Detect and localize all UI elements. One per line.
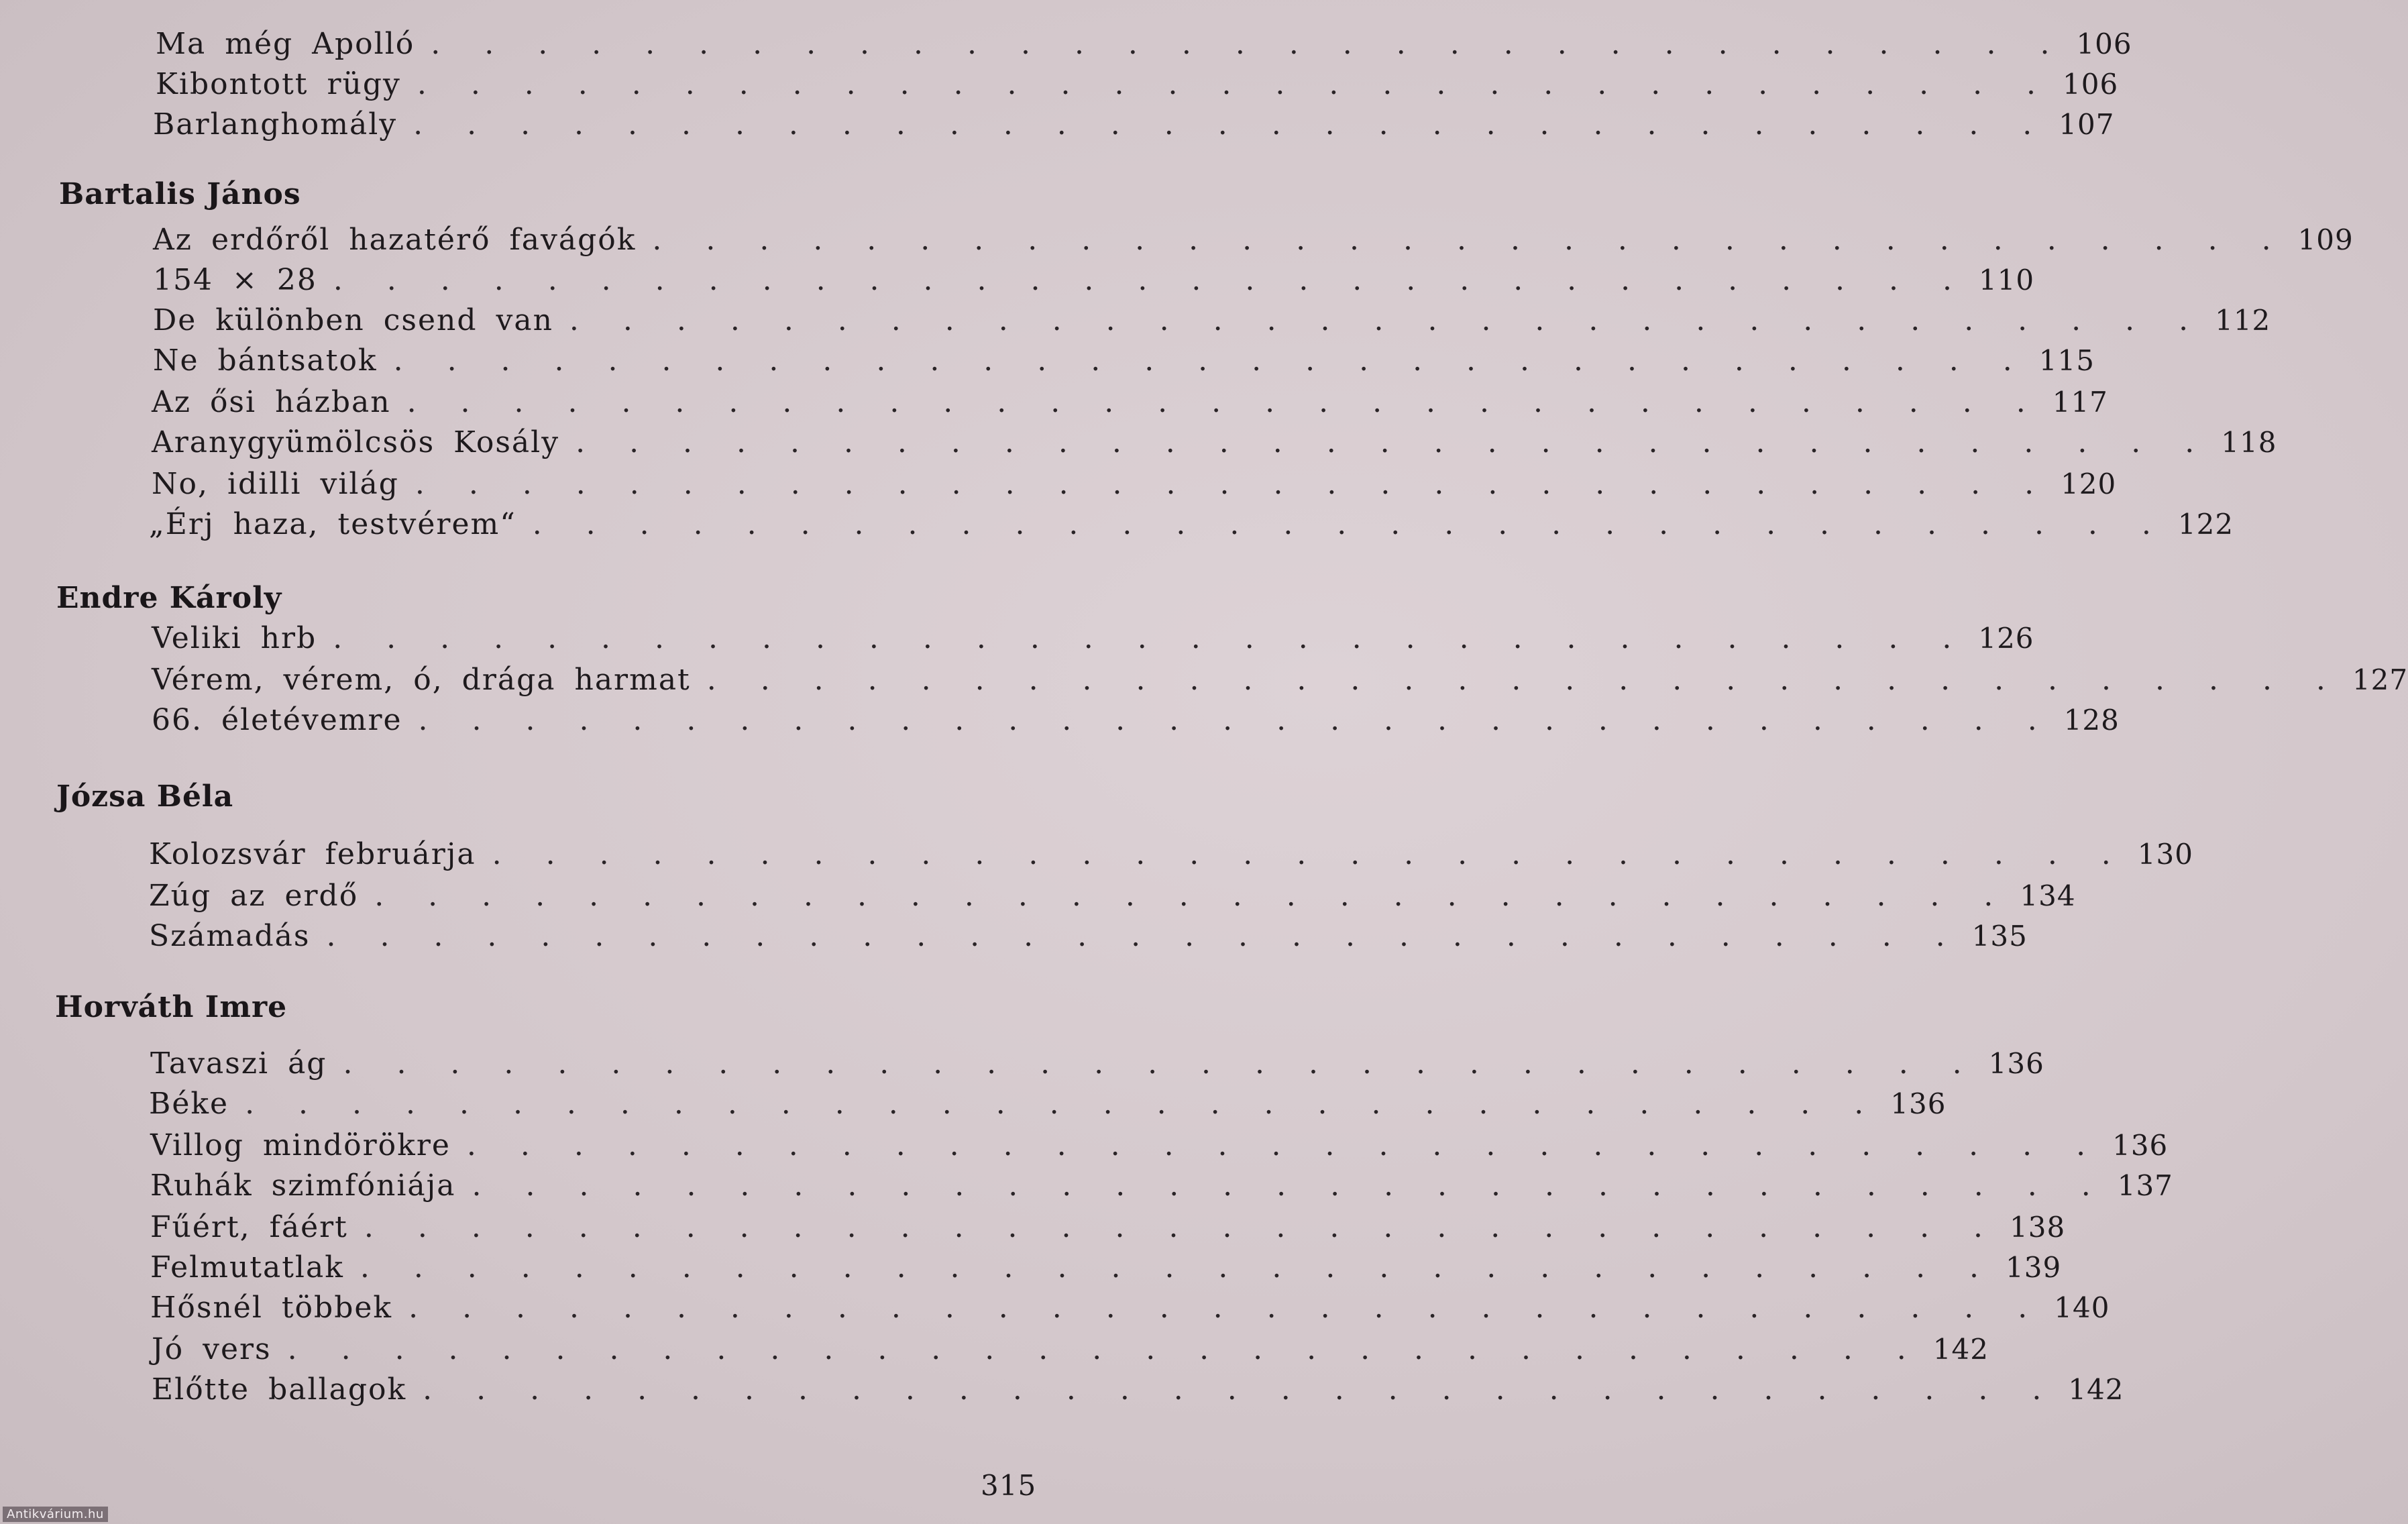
toc-entry[interactable]: [152, 1372, 2124, 1410]
entry-title: Jó vers: [152, 1332, 272, 1366]
entry-title: Felmutatlak: [150, 1250, 344, 1285]
entry-title: Zúg az erdő: [149, 879, 359, 913]
entry-title: Kibontott rügy: [156, 67, 401, 101]
entry-page-number: 142: [2068, 1373, 2124, 1406]
entry-page-number: 130: [2137, 838, 2193, 871]
entry-page-number: 106: [2063, 68, 2119, 101]
author-heading: Horváth Imre: [55, 990, 288, 1024]
toc-entry[interactable]: [153, 263, 2035, 301]
dot-leader: . . . . . . . . . . . . . . . . . . . . . . . . . . . . . . .: [245, 1087, 1881, 1121]
toc-entry[interactable]: [152, 621, 2034, 659]
entry-title: Hősnél többek: [150, 1291, 393, 1325]
toc-entry[interactable]: [153, 303, 2271, 341]
entry-page-number: 136: [1988, 1047, 2044, 1080]
dot-leader: . . . . . . . . . . . . . . . . . . . . . . . . . . . . . . .: [343, 1046, 1979, 1081]
toc-entry[interactable]: [152, 467, 2117, 504]
entry-title: No, idilli világ: [152, 467, 399, 501]
dot-leader: . . . . . . . . . . . . . . . . . . . . . . . . . . . . . . .: [492, 837, 2128, 871]
dot-leader: . . . . . . . . . . . . . . . . . . . . . . . . . . . . . . .: [569, 303, 2206, 337]
toc-entry[interactable]: [150, 1128, 2169, 1166]
entry-page-number: 117: [2052, 386, 2108, 419]
toc-entry[interactable]: [153, 107, 2115, 145]
dot-leader: . . . . . . . . . . . . . . . . . . . . . . . . . . . . . . .: [532, 507, 2169, 541]
dot-leader: . . . . . . . . . . . . . . . . . . . . . . . . . . . . . . .: [393, 343, 2030, 378]
author-heading: Józsa Béla: [56, 779, 234, 814]
entry-title: 154 × 28: [153, 263, 317, 297]
entry-title: De különben csend van: [153, 303, 553, 337]
entry-title: Béke: [149, 1087, 229, 1121]
entry-page-number: 139: [2006, 1251, 2062, 1284]
toc-entry[interactable]: [153, 343, 2095, 381]
toc-entry[interactable]: [152, 703, 2120, 741]
toc-entry[interactable]: [149, 879, 2076, 916]
dot-leader: . . . . . . . . . . . . . . . . . . . . . . . . . . . . . . .: [333, 263, 1969, 297]
entry-page-number: 142: [1932, 1333, 1989, 1366]
entry-page-number: 136: [1890, 1087, 1947, 1120]
entry-page-number: 122: [2177, 508, 2234, 541]
dot-leader: . . . . . . . . . . . . . . . . . . . . . . . . . . . . . . .: [706, 663, 2343, 697]
toc-entry[interactable]: [153, 223, 2354, 260]
dot-leader: . . . . . . . . . . . . . . . . . . . . . . . . . . . . . . .: [576, 425, 2212, 459]
toc-entry[interactable]: [149, 837, 2193, 875]
dot-leader: . . . . . . . . . . . . . . . . . . . . . . . . . . . . . . .: [413, 107, 2050, 142]
dot-leader: . . . . . . . . . . . . . . . . . . . . . . . . . . . . . . .: [423, 1372, 2059, 1407]
toc-entry[interactable]: [156, 67, 2119, 105]
entry-page-number: 118: [2221, 426, 2277, 459]
entry-title: Veliki hrb: [152, 621, 317, 655]
toc-entry[interactable]: [150, 1168, 2173, 1206]
entry-page-number: 126: [1978, 622, 2034, 655]
page-number: 315: [981, 1469, 1037, 1502]
entry-title: Aranygyümölcsös Kosály: [152, 425, 560, 459]
author-heading: Endre Károly: [56, 581, 282, 615]
entry-page-number: 109: [2297, 223, 2354, 256]
entry-title: Ruhák szimfóniája: [150, 1168, 456, 1203]
dot-leader: . . . . . . . . . . . . . . . . . . . . . . . . . . . . . . .: [364, 1210, 2001, 1244]
dot-leader: . . . . . . . . . . . . . . . . . . . . . . . . . . . . . . .: [431, 27, 2067, 61]
entry-title: Fűért, fáért: [150, 1210, 348, 1244]
dot-leader: . . . . . . . . . . . . . . . . . . . . . . . . . . . . . . .: [287, 1332, 1924, 1366]
entry-page-number: 110: [1978, 264, 2035, 296]
entry-page-number: 107: [2059, 108, 2115, 141]
toc-entry[interactable]: [150, 1046, 2044, 1084]
toc-entry[interactable]: [156, 27, 2132, 64]
entry-title: Az ősi házban: [152, 385, 391, 419]
entry-page-number: 120: [2061, 468, 2117, 500]
entry-title: Tavaszi ág: [150, 1046, 327, 1081]
entry-title: Villog mindörökre: [150, 1128, 451, 1162]
dot-leader: . . . . . . . . . . . . . . . . . . . . . . . . . . . . . . .: [652, 223, 2289, 257]
entry-title: Barlanghomály: [153, 107, 398, 142]
entry-title: Ne bántsatok: [153, 343, 378, 378]
entry-page-number: 112: [2215, 304, 2271, 337]
entry-page-number: 106: [2076, 28, 2132, 60]
toc-entry[interactable]: [152, 1332, 1989, 1370]
dot-leader: . . . . . . . . . . . . . . . . . . . . . . . . . . . . . . .: [406, 385, 2043, 419]
watermark: Antikvárium.hu: [3, 1507, 108, 1522]
entry-page-number: 134: [2020, 879, 2076, 912]
entry-title: Kolozsvár februárja: [149, 837, 476, 871]
entry-page-number: 136: [2112, 1129, 2169, 1162]
dot-leader: . . . . . . . . . . . . . . . . . . . . . . . . . . . . . . .: [418, 703, 2055, 737]
toc-entry[interactable]: [149, 919, 2028, 957]
entry-page-number: 135: [1971, 920, 2028, 953]
dot-leader: . . . . . . . . . . . . . . . . . . . . . . . . . . . . . . .: [417, 67, 2054, 101]
toc-entry[interactable]: [150, 1210, 2066, 1248]
toc-entry[interactable]: [149, 1087, 1947, 1124]
dot-leader: . . . . . . . . . . . . . . . . . . . . . . . . . . . . . . .: [326, 919, 1963, 953]
entry-page-number: 128: [2063, 704, 2120, 737]
entry-title: Az erdőről hazatérő favágók: [153, 223, 637, 257]
entry-title: „Érj haza, testvérem“: [149, 507, 516, 541]
dot-leader: . . . . . . . . . . . . . . . . . . . . . . . . . . . . . . .: [333, 621, 1969, 655]
entry-page-number: 140: [2054, 1291, 2110, 1324]
entry-title: Ma még Apolló: [156, 27, 415, 61]
toc-entry[interactable]: [150, 1291, 2110, 1328]
entry-title: 66. életévemre: [152, 703, 402, 737]
entry-page-number: 115: [2038, 344, 2095, 377]
toc-entry[interactable]: [152, 663, 2408, 700]
toc-entry[interactable]: [152, 385, 2108, 423]
dot-leader: . . . . . . . . . . . . . . . . . . . . . . . . . . . . . . .: [374, 879, 2011, 913]
dot-leader: . . . . . . . . . . . . . . . . . . . . . . . . . . . . . . .: [466, 1128, 2103, 1162]
dot-leader: . . . . . . . . . . . . . . . . . . . . . . . . . . . . . . .: [360, 1250, 1997, 1285]
dot-leader: . . . . . . . . . . . . . . . . . . . . . . . . . . . . . . .: [472, 1168, 2108, 1203]
entry-page-number: 138: [2010, 1211, 2066, 1244]
entry-page-number: 137: [2117, 1169, 2173, 1202]
toc-entry[interactable]: [150, 1250, 2062, 1288]
toc-entry[interactable]: [152, 425, 2277, 463]
author-heading: Bartalis János: [59, 177, 301, 211]
dot-leader: . . . . . . . . . . . . . . . . . . . . . . . . . . . . . . .: [408, 1291, 2045, 1325]
entry-title: Számadás: [149, 919, 311, 953]
dot-leader: . . . . . . . . . . . . . . . . . . . . . . . . . . . . . . .: [415, 467, 2052, 501]
entry-page-number: 127: [2352, 663, 2408, 696]
entry-title: Előtte ballagok: [152, 1372, 407, 1407]
toc-entry[interactable]: [149, 507, 2234, 545]
entry-title: Vérem, vérem, ó, drága harmat: [152, 663, 691, 697]
